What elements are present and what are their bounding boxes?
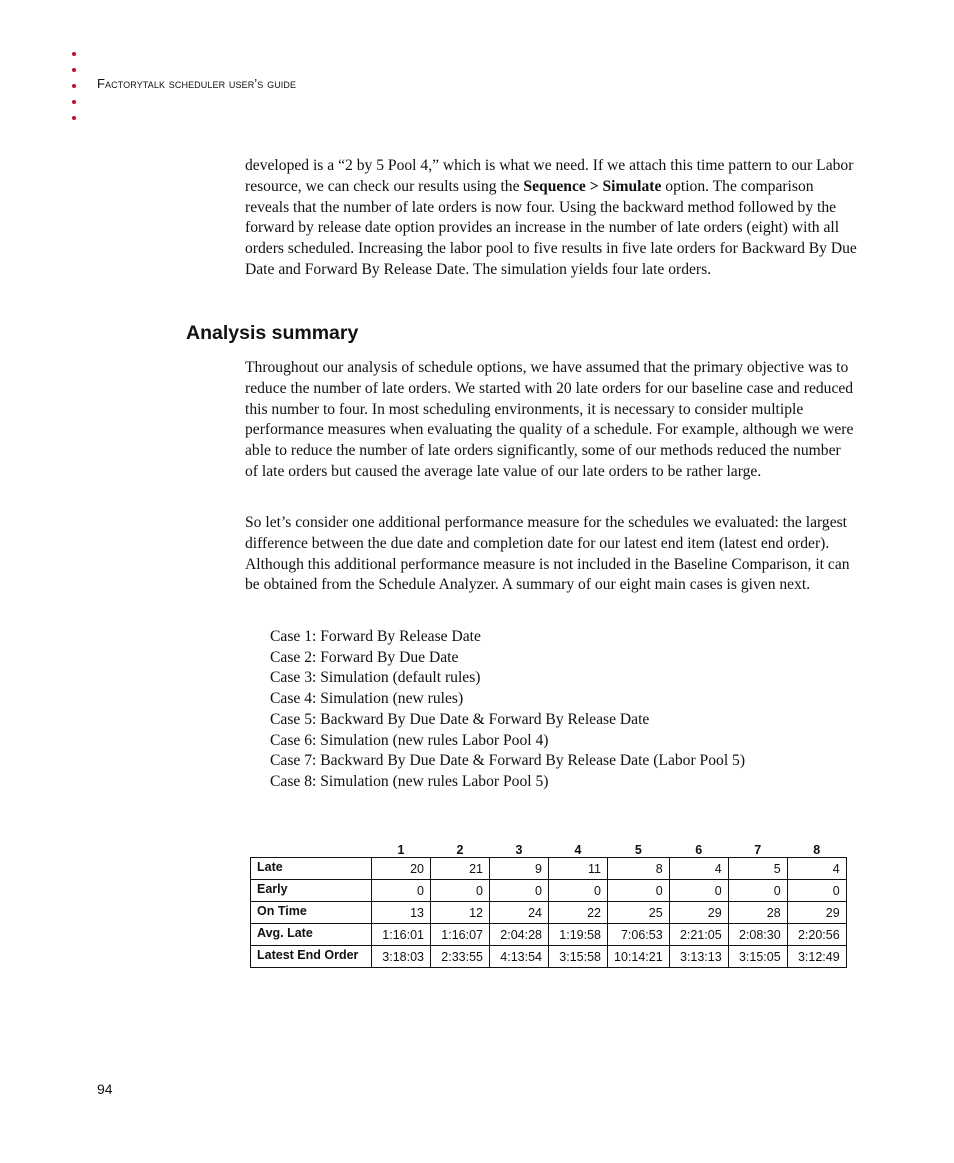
table-cell: 2:20:56 xyxy=(787,924,846,946)
table-row xyxy=(251,946,847,968)
table-cell: 0 xyxy=(372,880,431,902)
table-cell: 28 xyxy=(728,902,787,924)
column-header: 7 xyxy=(754,843,762,857)
table-cell: 10:14:21 xyxy=(608,946,670,968)
table-cell: 2:33:55 xyxy=(431,946,490,968)
summary-table xyxy=(250,841,847,968)
table-row xyxy=(251,902,847,924)
bullet-icon xyxy=(72,116,76,120)
table-cell: 0 xyxy=(608,880,670,902)
table-cell: 2:21:05 xyxy=(669,924,728,946)
table-cell: 9 xyxy=(490,858,549,880)
table-cell: 1:16:07 xyxy=(431,924,490,946)
list-item: Case 5: Backward By Due Date & Forward By Release Date xyxy=(270,710,650,728)
list-item: Case 6: Simulation (new rules Labor Pool 4) xyxy=(270,731,549,749)
table-cell: 0 xyxy=(669,880,728,902)
table-cell: 25 xyxy=(608,902,670,924)
bullet-icon xyxy=(72,52,76,56)
table-cell: 4:13:54 xyxy=(490,946,549,968)
table-cell: 3:13:13 xyxy=(669,946,728,968)
table-cell: 4 xyxy=(787,858,846,880)
table-cell: 2:08:30 xyxy=(728,924,787,946)
table-cell: 2:04:28 xyxy=(490,924,549,946)
table-cell: 4 xyxy=(669,858,728,880)
table-cell: 0 xyxy=(431,880,490,902)
bullet-icon xyxy=(72,100,76,104)
measure-paragraph: So let’s consider one additional performance measure for the schedules we evaluated: the largest difference between the due date and completion date for our latest end item (latest end order). Although this additional performance measure is not included in the Baseline Comparison, it can be obtained from the Schedule Analyzer. A summary of our eight main cases is given next. xyxy=(245,514,850,594)
row-header: Late xyxy=(251,858,372,880)
column-header: 1 xyxy=(397,843,405,857)
bullet-icon xyxy=(72,84,76,88)
intro-text-part1: developed is a “2 by 5 Pool 4,” which is what we need. If we attach this time pattern to our Labor resource, we can check our results using the xyxy=(245,157,854,195)
table-cell: 0 xyxy=(728,880,787,902)
list-item: Case 2: Forward By Due Date xyxy=(270,648,459,666)
table-header-row xyxy=(251,841,847,858)
column-header: 6 xyxy=(695,843,703,857)
summary-table-wrapper xyxy=(250,841,847,968)
column-header: 5 xyxy=(634,843,642,857)
table-cell: 29 xyxy=(787,902,846,924)
column-header: 8 xyxy=(813,843,821,857)
analysis-paragraph: Throughout our analysis of schedule options, we have assumed that the primary objective was to reduce the number of late orders. We started with 20 late orders for our baseline case and reduced this number to four. In most scheduling environments, it is necessary to consider multiple performance measures when evaluating the quality of a schedule. For example, although we were able to reduce the number of late orders significantly, some of our methods reduced the number of late orders but caused the average late value of our late orders to be rather large. xyxy=(245,359,854,480)
table-cell: 29 xyxy=(669,902,728,924)
table-cell: 1:16:01 xyxy=(372,924,431,946)
table-cell: 21 xyxy=(431,858,490,880)
table-corner xyxy=(251,841,372,858)
bullet-icon xyxy=(72,68,76,72)
column-header: 2 xyxy=(456,843,464,857)
table-cell: 8 xyxy=(608,858,670,880)
table-row xyxy=(251,924,847,946)
list-item: Case 8: Simulation (new rules Labor Pool 5) xyxy=(270,772,549,790)
column-header: 3 xyxy=(515,843,523,857)
table-cell: 3:15:05 xyxy=(728,946,787,968)
menu-path-bold: Sequence > Simulate xyxy=(523,177,662,195)
table-cell: 7:06:53 xyxy=(608,924,670,946)
case-list xyxy=(270,627,745,793)
table-cell: 22 xyxy=(549,902,608,924)
table-cell: 3:15:58 xyxy=(549,946,608,968)
table-cell: 12 xyxy=(431,902,490,924)
table-cell: 0 xyxy=(490,880,549,902)
list-item: Case 7: Backward By Due Date & Forward By Release Date (Labor Pool 5) xyxy=(270,752,746,770)
page-number: 94 xyxy=(97,1081,113,1097)
list-item: Case 4: Simulation (new rules) xyxy=(270,690,464,708)
row-header: On Time xyxy=(251,902,372,924)
table-cell: 24 xyxy=(490,902,549,924)
table-cell: 5 xyxy=(728,858,787,880)
intro-paragraph xyxy=(245,156,857,281)
table-cell: 0 xyxy=(787,880,846,902)
row-header: Latest End Order xyxy=(251,946,372,968)
running-header: Factorytalk scheduler user’s guide xyxy=(97,76,297,91)
table-row xyxy=(251,858,847,880)
table-cell: 1:19:58 xyxy=(549,924,608,946)
section-heading: Analysis summary xyxy=(186,322,359,344)
table-cell: 3:18:03 xyxy=(372,946,431,968)
list-item: Case 3: Simulation (default rules) xyxy=(270,669,481,687)
table-cell: 3:12:49 xyxy=(787,946,846,968)
column-header: 4 xyxy=(574,843,582,857)
row-header: Avg. Late xyxy=(251,924,372,946)
table-cell: 0 xyxy=(549,880,608,902)
table-cell: 13 xyxy=(372,902,431,924)
intro-text-part2: option. The comparison reveals that the number of late orders is now four. Using the backward method followed by the forward by release date option provides an increase in the number of late orders (eight) with all orders scheduled. Increasing the labor pool to five results in five late orders for Backward By Due Date and Forward By Release Date. The simulation yields four late orders. xyxy=(245,177,857,278)
table-cell: 20 xyxy=(372,858,431,880)
list-item: Case 1: Forward By Release Date xyxy=(270,628,481,645)
table-cell: 11 xyxy=(549,858,608,880)
table-row xyxy=(251,880,847,902)
row-header: Early xyxy=(251,880,372,902)
